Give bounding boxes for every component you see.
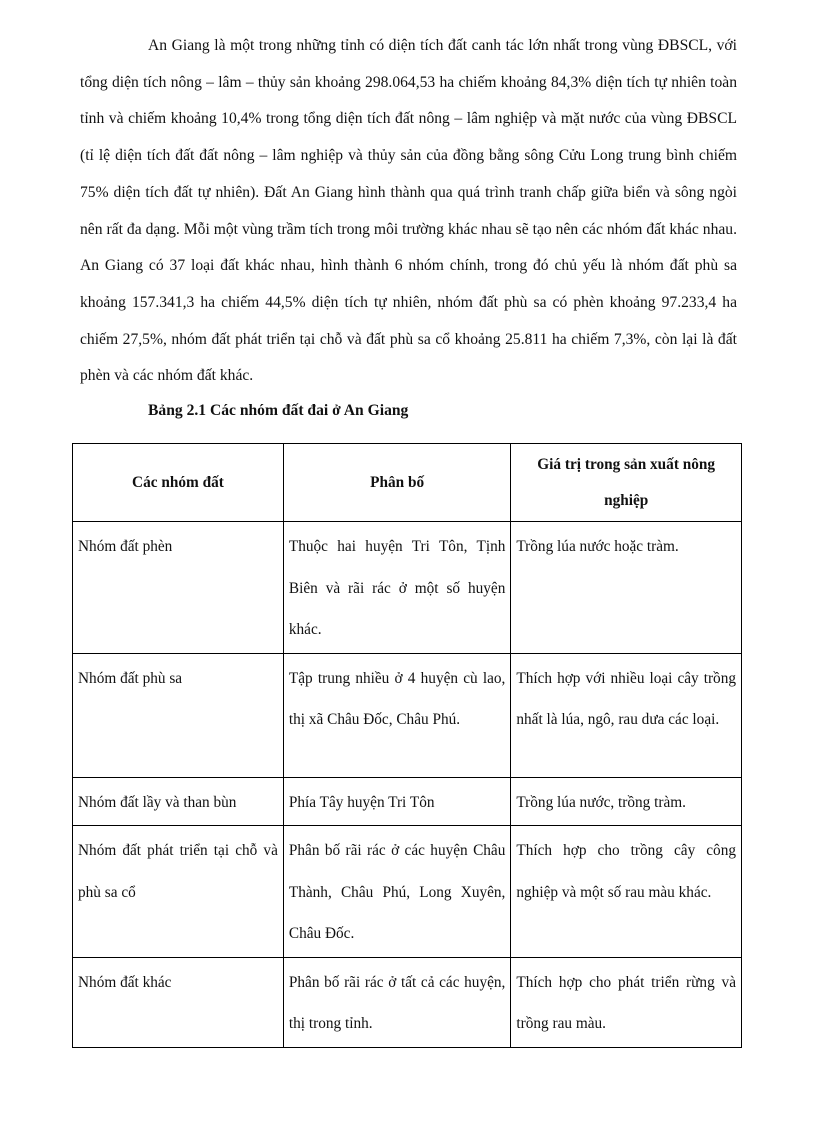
cell-soil-group: Nhóm đất phèn [73, 522, 284, 654]
table-row [73, 522, 742, 654]
cell-soil-group: Nhóm đất lầy và than bùn [73, 777, 284, 826]
table-caption: Bảng 2.1 Các nhóm đất đai ở An Giang [148, 402, 409, 419]
table-row [73, 777, 742, 826]
cell-agricultural-value: Thích hợp cho trồng cây công nghiệp và một số rau màu khác. [511, 826, 742, 958]
cell-distribution: Tập trung nhiều ở 4 huyện cù lao, thị xã Châu Đốc, Châu Phú. [283, 653, 511, 777]
table-row [73, 653, 742, 777]
table-row [73, 957, 742, 1047]
cell-soil-group: Nhóm đất khác [73, 957, 284, 1047]
cell-agricultural-value: Thích hợp với nhiều loại cây trồng nhất là lúa, ngô, rau dưa các loại. [511, 653, 742, 777]
cell-distribution: Phân bố rãi rác ở tất cả các huyện, thị trong tỉnh. [283, 957, 511, 1047]
table-row [73, 826, 742, 958]
cell-agricultural-value: Trồng lúa nước, trồng tràm. [511, 777, 742, 826]
cell-distribution: Thuộc hai huyện Tri Tôn, Tịnh Biên và rãi rác ở một số huyện khác. [283, 522, 511, 654]
body-paragraph: An Giang là một trong những tỉnh có diện tích đất canh tác lớn nhất trong vùng ĐBSCL, với tổng diện tích nông – lâm – thủy sản khoảng 298.064,53 ha chiếm khoảng 84,3% diện tích tự nhiên toàn tỉnh và chiếm khoảng 10,4% trong tổng diện tích đất nông – lâm nghiệp và mặt nước của vùng ĐBSCL (tỉ lệ diện tích đất đất nông – lâm nghiệp và thủy sản của đồng bằng sông Cửu Long trung bình chiếm 75% diện tích đất tự nhiên). Đất An Giang hình thành qua quá trình tranh chấp giữa biển và sông ngòi nên rất đa dạng. Mỗi một vùng trầm tích trong môi trường khác nhau sẽ tạo nên các nhóm đất khác nhau. An Giang có 37 loại đất khác nhau, hình thành 6 nhóm chính, trong đó chủ yếu là nhóm đất phù sa khoảng 157.341,3 ha chiếm 44,5% diện tích tự nhiên, nhóm đất phù sa có phèn khoảng 97.233,4 ha chiếm 27,5%, nhóm đất phát triển tại chỗ và đất phù sa cổ khoảng 25.811 ha chiếm 7,3%, còn lại là đất phèn và các nhóm đất khác. [80, 37, 737, 385]
cell-soil-group: Nhóm đất phát triển tại chỗ và phù sa cổ [73, 826, 284, 958]
cell-agricultural-value: Thích hợp cho phát triển rừng và trồng rau màu. [511, 957, 742, 1047]
cell-agricultural-value: Trồng lúa nước hoặc tràm. [511, 522, 742, 654]
soil-groups-table [72, 443, 742, 1048]
header-distribution: Phân bố [283, 444, 511, 522]
header-agricultural-value: Giá trị trong sản xuất nông nghiệp [511, 444, 742, 522]
table-header-row [73, 444, 742, 522]
cell-distribution: Phân bố rãi rác ở các huyện Châu Thành, Châu Phú, Long Xuyên, Châu Đốc. [283, 826, 511, 958]
header-soil-group: Các nhóm đất [73, 444, 284, 522]
cell-soil-group: Nhóm đất phù sa [73, 653, 284, 777]
cell-distribution: Phía Tây huyện Tri Tôn [283, 777, 511, 826]
